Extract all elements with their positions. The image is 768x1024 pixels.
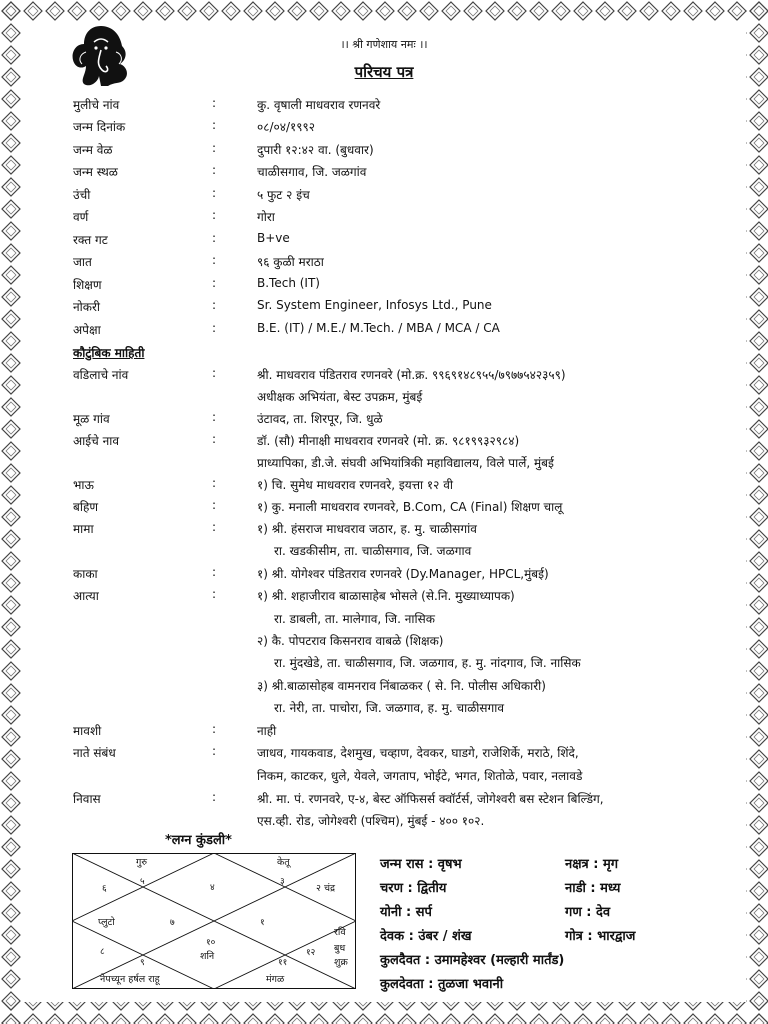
separator: : [212, 476, 217, 490]
field-value: प्राध्यापिका, डी.जे. संघवी अभियांत्रिकी महाविद्यालय, विले पार्ले, मुंबई [257, 456, 554, 470]
separator: : [212, 208, 217, 222]
separator: : [212, 410, 217, 424]
field-value: ५ फुट २ इंच [257, 188, 310, 202]
family-mother [0, 432, 768, 452]
family-heading: कौटुंबिक माहिती [73, 346, 145, 360]
field-value: नाही [257, 724, 277, 738]
field-label: रक्त गट [73, 233, 108, 247]
field-label: अपेक्षा [73, 323, 101, 337]
charan: चरण : द्वितीय [380, 881, 447, 896]
family-native-place [0, 410, 768, 430]
field-value: ३) श्री.बाळासोहब वामनराव निंबाळकर ( से. नि. पोलीस अधिकारी) [257, 679, 546, 693]
separator: : [212, 298, 217, 312]
field-label: वर्ण [73, 210, 89, 224]
nadi: नाडी : मध्य [565, 881, 621, 896]
planet-label: शनि [200, 951, 215, 962]
planet-label: केतू [277, 857, 290, 868]
field-label: बहिण [73, 500, 99, 514]
separator: : [212, 118, 217, 132]
house-number: ८ [100, 947, 105, 957]
family-aunt-line5 [0, 677, 768, 697]
family-residence-line2 [0, 812, 768, 832]
document-title: परिचय पत्र [354, 63, 414, 81]
field-label: मुलीचे नांव [73, 98, 120, 112]
field-value: चाळीसगाव, जि. जळगांव [257, 165, 367, 179]
field-value: जाधव, गायकवाड, देशमुख, चव्हाण, देवकर, घाडगे, राजेशिर्के, मराठे, शिंदे, [257, 746, 579, 760]
field-label: आईचे नाव [73, 434, 120, 448]
separator: : [212, 366, 217, 380]
family-father-line2 [0, 388, 768, 408]
kundali-chart [72, 853, 356, 989]
gotra: गोत्र : भारद्वाज [565, 929, 636, 944]
field-value: दुपारी १२:४२ वा. (बुधवार) [257, 143, 374, 157]
separator: : [212, 163, 217, 177]
field-value: गोरा [257, 210, 275, 224]
separator: : [212, 498, 217, 512]
field-value: Sr. System Engineer, Infosys Ltd., Pune [257, 298, 492, 312]
planet-label: २ चंद्र [316, 883, 336, 894]
house-number: ५ [140, 877, 145, 887]
field-value: ०८/०४/१९९२ [257, 120, 316, 134]
family-maternal-uncle-line2 [0, 542, 768, 562]
field-value: रा. खडकीसीम, ता. चाळीसगाव, जि. जळगाव [274, 544, 472, 558]
field-education [0, 276, 768, 296]
invocation: ।। श्री गणेशाय नमः ।। [340, 38, 428, 51]
separator: : [212, 587, 217, 601]
house-number: ११ [278, 958, 288, 968]
field-value: एस.व्ही. रोड, जोगेश्वरी (पश्चिम), मुंबई - ४०० १०२. [257, 814, 485, 828]
kundali-title: *लग्न कुंडली* [165, 833, 232, 848]
field-value: रा. नेरी, ता. पाचोरा, जि. जळगाव, ह. मु. चाळीसगाव [274, 701, 505, 715]
family-father [0, 366, 768, 386]
devak: देवक : उंबर / शंख [380, 929, 472, 944]
field-label: शिक्षण [73, 278, 102, 292]
family-relations-line2 [0, 767, 768, 787]
family-maternal-uncle [0, 520, 768, 540]
separator: : [212, 276, 217, 290]
family-mother-line2 [0, 454, 768, 474]
field-label: जन्म दिनांक [73, 120, 126, 134]
separator: : [212, 790, 217, 804]
field-value: १) श्री. योगेश्वर पंडितराव रणनवरे (Dy.Manager, HPCL,मुंबई) [257, 567, 549, 581]
family-aunt [0, 587, 768, 607]
planet-label: गुरु [136, 857, 148, 868]
field-birth-place [0, 163, 768, 183]
family-residence [0, 790, 768, 810]
field-value: B.E. (IT) / M.E./ M.Tech. / MBA / MCA / CA [257, 321, 500, 335]
gan: गण : देव [565, 905, 611, 920]
field-value: निकम, काटकर, धुले, येवले, जगताप, भोईटे, भगत, शितोळे, पवार, नलावडे [257, 769, 583, 783]
planet-label: नेपच्यून हर्षल राहू [100, 974, 160, 985]
family-relations [0, 744, 768, 764]
field-label: मूळ गांव [73, 412, 110, 426]
field-value: कु. वृषाली माधवराव रणनवरे [257, 98, 381, 112]
field-value: अधीक्षक अभियंता, बेस्ट उपक्रम, मुंबई [257, 390, 423, 404]
house-number: १ [260, 918, 265, 928]
field-value: B+ve [257, 231, 290, 245]
field-label: काका [73, 567, 98, 581]
separator: : [212, 141, 217, 155]
field-blood-group [0, 231, 768, 251]
field-name [0, 96, 768, 116]
nakshatra: नक्षत्र : मृग [565, 857, 619, 872]
field-value: रा. डाबली, ता. मालेगाव, जि. नासिक [274, 612, 435, 626]
field-value: रा. मुंदखेडे, ता. चाळीसगाव, जि. जळगाव, ह. मु. नांदगाव, जि. नासिक [274, 656, 581, 670]
house-number: ६ [102, 884, 107, 894]
planet-label: रवि [334, 927, 346, 938]
field-caste [0, 253, 768, 273]
field-label: निवास [73, 792, 101, 806]
field-value: २) कै. पोपटराव किसनराव वाबळे (शिक्षक) [257, 634, 444, 648]
separator: : [212, 432, 217, 446]
field-height [0, 186, 768, 206]
separator: : [212, 231, 217, 245]
family-brother [0, 476, 768, 496]
separator: : [212, 96, 217, 110]
separator: : [212, 744, 217, 758]
house-number: ९ [140, 958, 145, 968]
house-number: १२ [306, 948, 316, 958]
field-label: जात [73, 255, 92, 269]
field-label: जन्म वेळ [73, 143, 113, 157]
field-value: B.Tech (IT) [257, 276, 320, 290]
field-label: नोकरी [73, 300, 101, 314]
house-number: ३ [280, 877, 285, 887]
house-number: ४ [210, 883, 215, 893]
field-label: वडिलाचे नांव [73, 368, 129, 382]
field-expectation [0, 321, 768, 341]
field-value: ९६ कुळी मराठा [257, 255, 324, 269]
planet-label: प्लुटो [98, 917, 115, 928]
field-label: उंची [73, 188, 91, 202]
field-job [0, 298, 768, 318]
separator: : [212, 565, 217, 579]
separator: : [212, 186, 217, 200]
kuldevta: कुलदेवता : तुळजा भवानी [380, 977, 504, 992]
field-value: १) कु. मनाली माधवराव रणनवरे, B.Com, CA (Final) शिक्षण चालू [257, 500, 563, 514]
family-aunt-line4 [0, 654, 768, 674]
kuldaivat: कुलदैवत : उमामहेश्वर (मल्हारी मार्तंड) [380, 953, 565, 968]
family-maternal-aunt [0, 722, 768, 742]
separator: : [212, 321, 217, 335]
family-paternal-uncle [0, 565, 768, 585]
planet-label: मंगळ [266, 974, 285, 985]
field-value: श्री. मा. पं. रणनवरे, ए-४, बेस्ट ऑफिसर्स क्वॉर्टर्स, जोगेश्वरी बस स्टेशन बिल्डिंग, [257, 792, 604, 806]
planet-label: शुक्र [334, 957, 348, 968]
field-complexion [0, 208, 768, 228]
house-number: ७ [170, 918, 175, 928]
family-aunt-line6 [0, 699, 768, 719]
field-value: १) चि. सुमेध माधवराव रणनवरे, इयत्ता १२ वी [257, 478, 454, 492]
family-aunt-line2 [0, 610, 768, 630]
field-label: आत्या [73, 589, 99, 603]
field-birth-time [0, 141, 768, 161]
house-number: १० [206, 938, 216, 948]
field-label: जन्म स्थळ [73, 165, 118, 179]
planet-label: बुध [334, 943, 346, 954]
field-value: डॉ. (सौ) मीनाक्षी माधवराव रणनवरे (मो. क्र. ९८१९९३२९८४) [257, 434, 520, 448]
field-label: भाऊ [73, 478, 94, 492]
field-value: उंटावद, ता. शिरपूर, जि. धुळे [257, 412, 383, 426]
field-label: मावशी [73, 724, 102, 738]
field-birth-date [0, 118, 768, 138]
family-sister [0, 498, 768, 518]
separator: : [212, 253, 217, 267]
family-aunt-line3 [0, 632, 768, 652]
field-label: मामा [73, 522, 94, 536]
janm-ras: जन्म रास : वृषभ [380, 857, 462, 872]
field-value: १) श्री. शहाजीराव बाळासाहेब भोसले (से.नि. मुख्याध्यापक) [257, 589, 515, 603]
field-label: नाते संबंध [73, 746, 116, 760]
yoni: योनी : सर्प [380, 905, 432, 920]
field-value: १) श्री. हंसराज माधवराव जठार, ह. मु. चाळीसगांव [257, 522, 477, 536]
separator: : [212, 520, 217, 534]
separator: : [212, 722, 217, 736]
field-value: श्री. माधवराव पंडितराव रणनवरे (मो.क्र. ९९६९१४८९५५/७९७७५४२३५९) [257, 368, 566, 382]
